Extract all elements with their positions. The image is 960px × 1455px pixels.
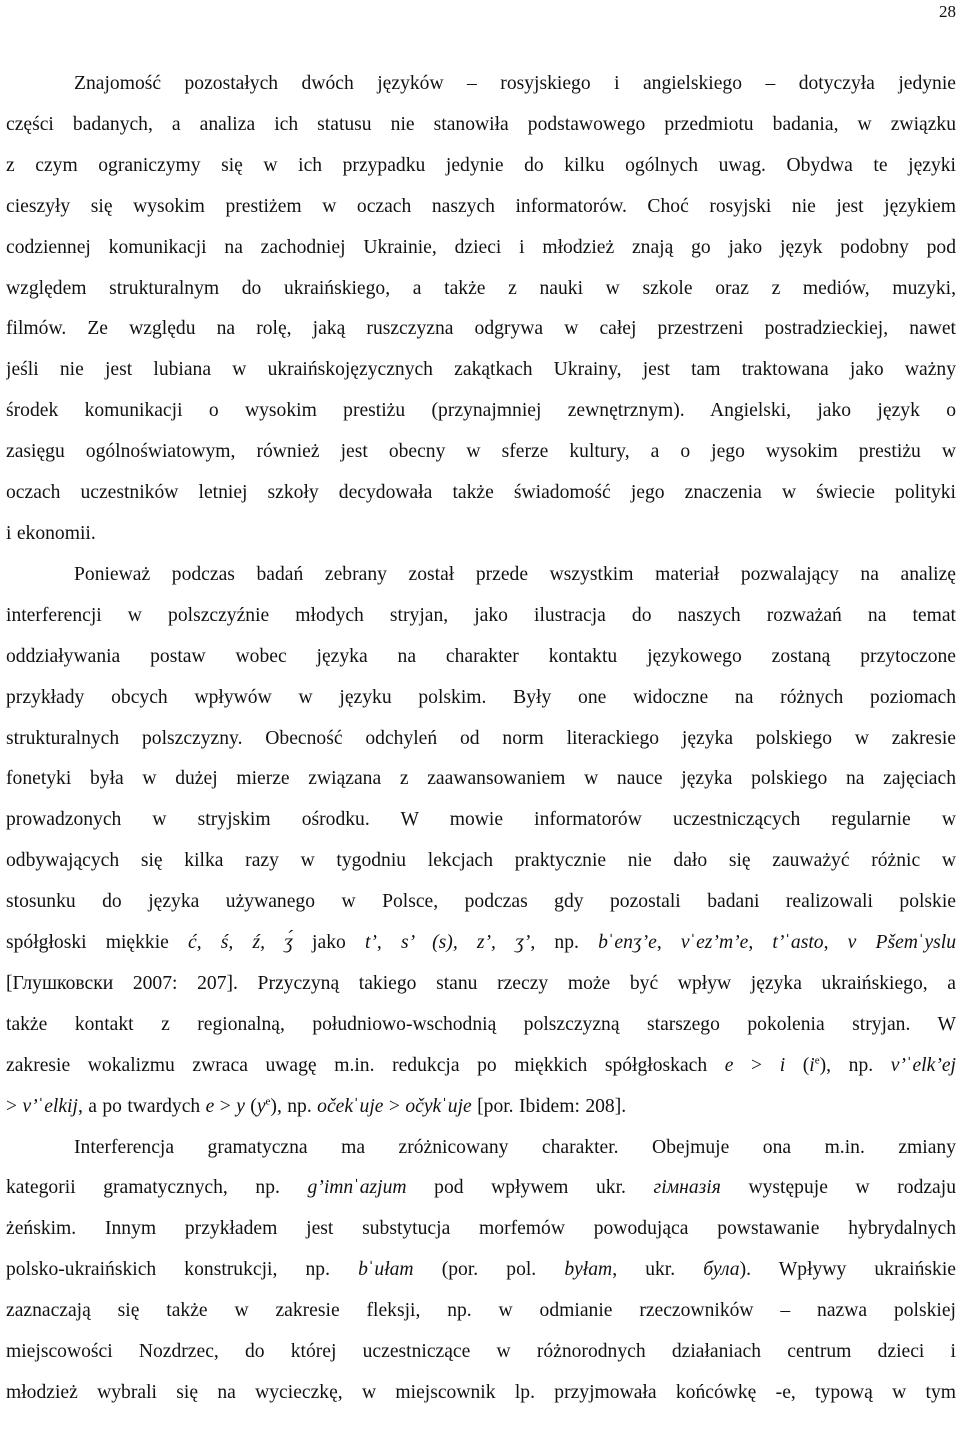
text-line: także kontakt z regionalną, południowo-wschodnią polszczyzną starszego pokolenia stryjan. W: [6, 1013, 956, 1035]
text-line: Znajomość pozostałych dwóch języków – rosyjskiego i angielskiego – dotyczyła jedynie: [74, 73, 956, 94]
page-number: 28: [939, 2, 956, 21]
text-line: kategorii gramatycznych, np. g’imnˈazjum pod wpływem ukr. гімназія występuje w rodzaju: [6, 1177, 956, 1199]
paragraph-3: [6, 1128, 956, 1414]
document-body: [6, 64, 956, 1414]
paragraph-1: [6, 64, 956, 555]
text-line: oddziaływania postaw wobec języka na charakter kontaktu językowego zostaną przytoczone: [6, 645, 956, 667]
text-line: z czym ograniczymy się w ich przypadku jedynie do kilku ogólnych uwag. Obydwa te języki: [6, 154, 956, 176]
paragraph-2: [6, 555, 956, 1128]
phonetic-example-line: zakresie wokalizmu zwraca uwagę m.in. redukcja po miękkich spółgłoskach e > i $(i^e)$, np. v’ˈelk’ej: [6, 1054, 956, 1076]
text-line: przykłady obcych wpływów w języku polskim. Były one widoczne na różnych poziomach: [6, 686, 956, 708]
text-line: zasięgu ogólnoświatowym, również jest obecny w sferze kultury, a o jego wysokim prestiżu w: [6, 441, 956, 463]
text-line: oczach uczestników letniej szkoły decydowała także świadomość jego znaczenia w świecie polityki: [6, 482, 956, 504]
text-line: zaznaczają się także w zakresie fleksji, np. w odmianie rzeczowników – nazwa polskiej: [6, 1300, 956, 1322]
text-line: i ekonomii.: [6, 522, 96, 544]
text-line: prowadzonych w stryjskim ośrodku. W mowie informatorów uczestniczących regularnie w: [6, 809, 956, 831]
text-line: Ponieważ podczas badań zebrany został przede wszystkim materiał pozwalający na analizę: [74, 563, 956, 585]
text-line: strukturalnych polszczyzny. Obecność odchyleń od norm literackiego języka polskiego w zakresie: [6, 727, 956, 749]
text-line: jeśli nie jest lubiana w ukraińskojęzycznych zakątkach Ukrainy, jest tam traktowana jako ważny: [6, 359, 956, 381]
phonetic-example-line: spółgłoski miękkie ć, ś, ź, ʒ́ jako t’, s’ (s), z’, ʒ’, np. bˈenʒ’e, vˈez’m’e, t’ˈasto, v Pšemˈyslu: [6, 932, 956, 954]
text-line: odbywających się kilka razy w tygodniu lekcjach praktycznie nie dało się zauważyć różnic w: [6, 850, 956, 872]
text-line: miejscowości Nozdrzec, do której uczestniczące w różnorodnych działaniach centrum dzieci i: [6, 1341, 956, 1363]
text-line: względem strukturalnym do ukraińskiego, a także z nauki w szkole oraz z mediów, muzyki,: [6, 277, 956, 299]
text-line: interferencji w polszczyźnie młodych stryjan, jako ilustracja do naszych rozważań na temat: [6, 604, 956, 626]
text-line: młodzież wybrali się na wycieczkę, w miejscownik lp. przyjmowała końcówkę -e, typową w tym: [6, 1382, 956, 1403]
text-line: [Глушковски 2007: 207]. Przyczyną takiego stanu rzeczy może być wpływ języka ukraińskiego, a: [6, 972, 956, 994]
phonetic-example-line: > v’ˈelkij, a po twardych e > y $(y^e)$, np. očekˈuje > očykˈuje [por. Ibidem: 208].: [6, 1095, 627, 1117]
text-line: środek komunikacji o wysokim prestiżu (przynajmniej zewnętrznym). Angielski, jako język o: [6, 400, 956, 422]
text-line: części badanych, a analiza ich statusu nie stanowiła podstawowego przedmiotu badania, w związku: [6, 113, 956, 135]
text-line: polsko-ukraińskich konstrukcji, np. bˈułam (por. pol. byłam, ukr. була). Wpływy ukraińskie: [6, 1259, 956, 1281]
text-line: stosunku do języka używanego w Polsce, podczas gdy pozostali badani realizowali polskie: [6, 891, 956, 913]
text-line: fonetyki była w dużej mierze związana z zaawansowaniem w nauce języka polskiego na zajęciach: [6, 768, 956, 790]
text-line: filmów. Ze względu na rolę, jaką ruszczyzna odgrywa w całej przestrzeni postradzieckiej, nawet: [6, 318, 956, 340]
text-line: żeńskim. Innym przykładem jest substytucja morfemów powodująca powstawanie hybrydalnych: [6, 1218, 956, 1240]
text-line: codziennej komunikacji na zachodniej Ukrainie, dzieci i młodzież znają go jako język podobny pod: [6, 236, 956, 258]
text-line: Interferencja gramatyczna ma zróżnicowany charakter. Obejmuje ona m.in. zmiany: [74, 1136, 956, 1158]
text-line: cieszyły się wysokim prestiżem w oczach naszych informatorów. Choć rosyjski nie jest językiem: [6, 195, 956, 217]
